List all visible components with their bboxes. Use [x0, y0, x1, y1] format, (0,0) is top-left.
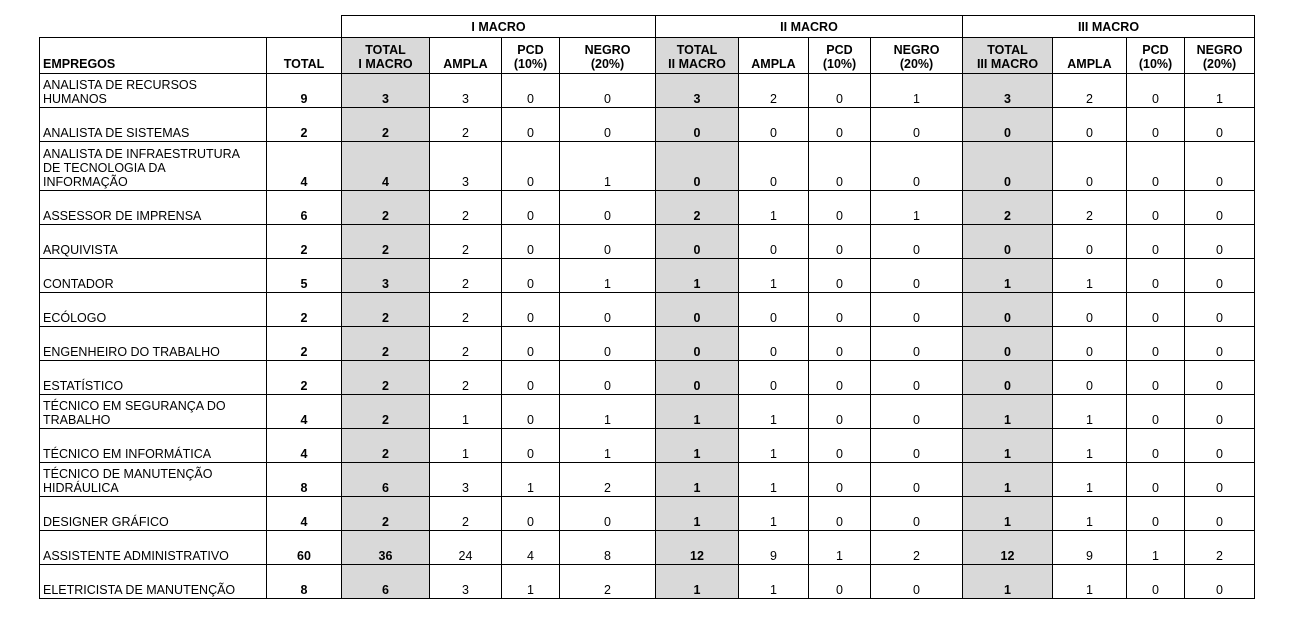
table-row — [40, 191, 1255, 225]
cell-pcd-i-macro: 0 — [502, 395, 560, 429]
cell-pcd-ii-macro: 0 — [809, 395, 871, 429]
cell-negro-ii-macro: 0 — [871, 429, 963, 463]
cell-negro-ii-macro: 0 — [871, 361, 963, 395]
cell-ampla-i-macro: 3 — [430, 463, 502, 497]
cell-emprego: ANALISTA DE RECURSOS HUMANOS — [40, 74, 267, 108]
table-body — [40, 74, 1255, 599]
cell-pcd-i-macro: 0 — [502, 429, 560, 463]
cell-total-iii-macro: 0 — [963, 108, 1053, 142]
cell-ampla-iii-macro: 0 — [1053, 361, 1127, 395]
cell-ampla-ii-macro: 1 — [739, 497, 809, 531]
cell-negro-iii-macro: 0 — [1185, 429, 1255, 463]
cell-negro-ii-macro: 2 — [871, 531, 963, 565]
table-row — [40, 225, 1255, 259]
cell-pcd-ii-macro: 0 — [809, 565, 871, 599]
cell-pcd-ii-macro: 0 — [809, 361, 871, 395]
cell-pcd-i-macro: 0 — [502, 259, 560, 293]
cell-negro-iii-macro: 0 — [1185, 191, 1255, 225]
cell-total-i-macro: 2 — [342, 293, 430, 327]
cell-ampla-iii-macro: 1 — [1053, 429, 1127, 463]
cell-ampla-i-macro: 2 — [430, 361, 502, 395]
cell-emprego: ASSISTENTE ADMINISTRATIVO — [40, 531, 267, 565]
header-ampla: AMPLA — [739, 38, 809, 74]
table-row — [40, 293, 1255, 327]
cell-pcd-ii-macro: 0 — [809, 142, 871, 191]
cell-pcd-iii-macro: 0 — [1127, 108, 1185, 142]
cell-negro-ii-macro: 0 — [871, 395, 963, 429]
cell-total: 4 — [267, 142, 342, 191]
cell-ampla-i-macro: 2 — [430, 327, 502, 361]
cell-ampla-ii-macro: 9 — [739, 531, 809, 565]
cell-ampla-iii-macro: 1 — [1053, 497, 1127, 531]
cell-total-iii-macro: 3 — [963, 74, 1053, 108]
header-negro: NEGRO (20%) — [560, 38, 656, 74]
cell-negro-i-macro: 1 — [560, 395, 656, 429]
cell-negro-iii-macro: 2 — [1185, 531, 1255, 565]
cell-ampla-ii-macro: 1 — [739, 191, 809, 225]
cell-ampla-iii-macro: 0 — [1053, 142, 1127, 191]
cell-emprego: CONTADOR — [40, 259, 267, 293]
cell-ampla-i-macro: 2 — [430, 259, 502, 293]
cell-ampla-iii-macro: 2 — [1053, 191, 1127, 225]
cell-total-ii-macro: 0 — [656, 293, 739, 327]
cell-total-i-macro: 6 — [342, 463, 430, 497]
header-negro: NEGRO (20%) — [1185, 38, 1255, 74]
cell-negro-i-macro: 0 — [560, 74, 656, 108]
cell-pcd-i-macro: 0 — [502, 293, 560, 327]
cell-pcd-ii-macro: 0 — [809, 327, 871, 361]
header-pcd: PCD (10%) — [1127, 38, 1185, 74]
cell-negro-iii-macro: 0 — [1185, 225, 1255, 259]
cell-total: 2 — [267, 327, 342, 361]
cell-ampla-iii-macro: 0 — [1053, 225, 1127, 259]
cell-pcd-iii-macro: 0 — [1127, 74, 1185, 108]
header-total: TOTAL — [267, 38, 342, 74]
cell-total-iii-macro: 1 — [963, 429, 1053, 463]
cell-emprego: DESIGNER GRÁFICO — [40, 497, 267, 531]
cell-pcd-iii-macro: 0 — [1127, 293, 1185, 327]
table-row — [40, 259, 1255, 293]
cell-pcd-ii-macro: 0 — [809, 293, 871, 327]
cell-total: 2 — [267, 108, 342, 142]
cell-total-iii-macro: 0 — [963, 327, 1053, 361]
cell-ampla-i-macro: 2 — [430, 293, 502, 327]
cell-total-iii-macro: 1 — [963, 565, 1053, 599]
header-total-ii-macro: TOTAL II MACRO — [656, 38, 739, 74]
cell-ampla-ii-macro: 0 — [739, 361, 809, 395]
cell-emprego: ECÓLOGO — [40, 293, 267, 327]
cell-ampla-ii-macro: 0 — [739, 327, 809, 361]
cell-total-i-macro: 2 — [342, 361, 430, 395]
cell-ampla-ii-macro: 1 — [739, 429, 809, 463]
cell-total-i-macro: 2 — [342, 395, 430, 429]
cell-negro-ii-macro: 0 — [871, 259, 963, 293]
cell-ampla-iii-macro: 1 — [1053, 565, 1127, 599]
cell-ampla-iii-macro: 1 — [1053, 259, 1127, 293]
cell-negro-iii-macro: 0 — [1185, 497, 1255, 531]
cell-total: 2 — [267, 225, 342, 259]
cell-ampla-i-macro: 2 — [430, 191, 502, 225]
cell-ampla-iii-macro: 9 — [1053, 531, 1127, 565]
cell-negro-i-macro: 1 — [560, 142, 656, 191]
cell-total: 4 — [267, 429, 342, 463]
table-row — [40, 565, 1255, 599]
cell-total-i-macro: 36 — [342, 531, 430, 565]
cell-negro-i-macro: 0 — [560, 191, 656, 225]
cell-total: 2 — [267, 293, 342, 327]
cell-total-ii-macro: 12 — [656, 531, 739, 565]
cell-emprego: TÉCNICO EM SEGURANÇA DO TRABALHO — [40, 395, 267, 429]
cell-emprego: ESTATÍSTICO — [40, 361, 267, 395]
cell-negro-ii-macro: 0 — [871, 108, 963, 142]
cell-total-ii-macro: 1 — [656, 259, 739, 293]
cell-pcd-ii-macro: 0 — [809, 497, 871, 531]
cell-negro-i-macro: 0 — [560, 293, 656, 327]
cell-total-iii-macro: 2 — [963, 191, 1053, 225]
header-ampla: AMPLA — [1053, 38, 1127, 74]
cell-total: 8 — [267, 565, 342, 599]
cell-emprego: ARQUIVISTA — [40, 225, 267, 259]
cell-total-iii-macro: 0 — [963, 142, 1053, 191]
cell-ampla-ii-macro: 2 — [739, 74, 809, 108]
cell-total-ii-macro: 1 — [656, 395, 739, 429]
cell-pcd-i-macro: 0 — [502, 361, 560, 395]
cell-total-ii-macro: 2 — [656, 191, 739, 225]
header-pcd: PCD (10%) — [502, 38, 560, 74]
header-total-i-macro: TOTAL I MACRO — [342, 38, 430, 74]
cell-emprego: ENGENHEIRO DO TRABALHO — [40, 327, 267, 361]
cell-pcd-i-macro: 0 — [502, 497, 560, 531]
table-row — [40, 327, 1255, 361]
cell-negro-iii-macro: 0 — [1185, 108, 1255, 142]
group-header-i-macro: I MACRO — [342, 16, 656, 38]
cell-pcd-i-macro: 0 — [502, 108, 560, 142]
cell-pcd-i-macro: 4 — [502, 531, 560, 565]
cell-total-ii-macro: 1 — [656, 463, 739, 497]
cell-ampla-i-macro: 3 — [430, 142, 502, 191]
cell-total-ii-macro: 3 — [656, 74, 739, 108]
vacancy-table — [39, 15, 1255, 599]
cell-ampla-iii-macro: 2 — [1053, 74, 1127, 108]
cell-ampla-ii-macro: 1 — [739, 463, 809, 497]
cell-total: 4 — [267, 497, 342, 531]
cell-pcd-i-macro: 0 — [502, 327, 560, 361]
table-row — [40, 531, 1255, 565]
cell-ampla-i-macro: 1 — [430, 395, 502, 429]
cell-ampla-iii-macro: 0 — [1053, 293, 1127, 327]
cell-negro-iii-macro: 0 — [1185, 293, 1255, 327]
cell-ampla-i-macro: 24 — [430, 531, 502, 565]
cell-ampla-iii-macro: 1 — [1053, 463, 1127, 497]
cell-negro-iii-macro: 1 — [1185, 74, 1255, 108]
table-row — [40, 74, 1255, 108]
cell-pcd-iii-macro: 0 — [1127, 327, 1185, 361]
cell-negro-i-macro: 2 — [560, 463, 656, 497]
cell-total-iii-macro: 12 — [963, 531, 1053, 565]
cell-ampla-ii-macro: 1 — [739, 259, 809, 293]
header-total-iii-macro: TOTAL III MACRO — [963, 38, 1053, 74]
cell-pcd-iii-macro: 0 — [1127, 225, 1185, 259]
cell-ampla-i-macro: 2 — [430, 108, 502, 142]
cell-total: 60 — [267, 531, 342, 565]
header-ampla: AMPLA — [430, 38, 502, 74]
cell-total-iii-macro: 0 — [963, 293, 1053, 327]
cell-pcd-ii-macro: 0 — [809, 225, 871, 259]
cell-total-iii-macro: 1 — [963, 395, 1053, 429]
cell-total-i-macro: 2 — [342, 191, 430, 225]
cell-ampla-ii-macro: 0 — [739, 108, 809, 142]
cell-pcd-i-macro: 0 — [502, 191, 560, 225]
cell-negro-iii-macro: 0 — [1185, 565, 1255, 599]
cell-total-ii-macro: 0 — [656, 142, 739, 191]
cell-total-ii-macro: 0 — [656, 327, 739, 361]
table-row — [40, 429, 1255, 463]
cell-pcd-ii-macro: 0 — [809, 108, 871, 142]
cell-pcd-ii-macro: 0 — [809, 259, 871, 293]
cell-pcd-ii-macro: 0 — [809, 74, 871, 108]
cell-pcd-iii-macro: 1 — [1127, 531, 1185, 565]
cell-negro-iii-macro: 0 — [1185, 327, 1255, 361]
cell-pcd-i-macro: 0 — [502, 74, 560, 108]
cell-negro-i-macro: 2 — [560, 565, 656, 599]
cell-total: 5 — [267, 259, 342, 293]
cell-ampla-i-macro: 2 — [430, 497, 502, 531]
cell-total-iii-macro: 1 — [963, 259, 1053, 293]
cell-emprego: ANALISTA DE INFRAESTRUTURA DE TECNOLOGIA DA INFORMAÇÃO — [40, 142, 267, 191]
cell-ampla-i-macro: 1 — [430, 429, 502, 463]
cell-negro-i-macro: 0 — [560, 361, 656, 395]
table-row — [40, 395, 1255, 429]
cell-negro-ii-macro: 1 — [871, 191, 963, 225]
cell-negro-ii-macro: 0 — [871, 463, 963, 497]
cell-total-i-macro: 3 — [342, 74, 430, 108]
cell-total-i-macro: 2 — [342, 429, 430, 463]
cell-negro-i-macro: 1 — [560, 429, 656, 463]
cell-total-i-macro: 2 — [342, 327, 430, 361]
cell-emprego: ELETRICISTA DE MANUTENÇÃO — [40, 565, 267, 599]
cell-ampla-iii-macro: 0 — [1053, 327, 1127, 361]
cell-total: 9 — [267, 74, 342, 108]
cell-total-i-macro: 3 — [342, 259, 430, 293]
cell-pcd-iii-macro: 0 — [1127, 429, 1185, 463]
cell-total-ii-macro: 1 — [656, 497, 739, 531]
cell-total-i-macro: 2 — [342, 225, 430, 259]
cell-ampla-ii-macro: 1 — [739, 395, 809, 429]
header-pcd: PCD (10%) — [809, 38, 871, 74]
cell-emprego: ANALISTA DE SISTEMAS — [40, 108, 267, 142]
cell-negro-ii-macro: 0 — [871, 225, 963, 259]
cell-emprego: TÉCNICO EM INFORMÁTICA — [40, 429, 267, 463]
cell-pcd-iii-macro: 0 — [1127, 497, 1185, 531]
cell-pcd-iii-macro: 0 — [1127, 259, 1185, 293]
cell-negro-i-macro: 0 — [560, 327, 656, 361]
cell-total-i-macro: 2 — [342, 108, 430, 142]
cell-negro-ii-macro: 0 — [871, 293, 963, 327]
cell-negro-ii-macro: 0 — [871, 497, 963, 531]
cell-total: 4 — [267, 395, 342, 429]
cell-total-iii-macro: 0 — [963, 225, 1053, 259]
cell-total-ii-macro: 0 — [656, 225, 739, 259]
cell-pcd-i-macro: 1 — [502, 463, 560, 497]
cell-pcd-iii-macro: 0 — [1127, 361, 1185, 395]
table-row — [40, 463, 1255, 497]
group-header-iii-macro: III MACRO — [963, 16, 1255, 38]
cell-ampla-ii-macro: 0 — [739, 142, 809, 191]
header-empregos: EMPREGOS — [40, 38, 267, 74]
cell-total-i-macro: 6 — [342, 565, 430, 599]
group-header-row — [40, 16, 1255, 38]
cell-negro-iii-macro: 0 — [1185, 463, 1255, 497]
cell-pcd-iii-macro: 0 — [1127, 395, 1185, 429]
cell-total: 2 — [267, 361, 342, 395]
cell-pcd-iii-macro: 0 — [1127, 191, 1185, 225]
cell-total-ii-macro: 1 — [656, 429, 739, 463]
cell-total-ii-macro: 1 — [656, 565, 739, 599]
cell-total-i-macro: 2 — [342, 497, 430, 531]
cell-ampla-i-macro: 3 — [430, 74, 502, 108]
cell-ampla-ii-macro: 1 — [739, 565, 809, 599]
cell-pcd-iii-macro: 0 — [1127, 142, 1185, 191]
cell-ampla-i-macro: 2 — [430, 225, 502, 259]
cell-total-iii-macro: 1 — [963, 497, 1053, 531]
cell-negro-iii-macro: 0 — [1185, 259, 1255, 293]
cell-pcd-i-macro: 0 — [502, 225, 560, 259]
group-header-ii-macro: II MACRO — [656, 16, 963, 38]
cell-pcd-i-macro: 0 — [502, 142, 560, 191]
table-row — [40, 142, 1255, 191]
cell-negro-i-macro: 0 — [560, 108, 656, 142]
table-row — [40, 497, 1255, 531]
cell-negro-ii-macro: 1 — [871, 74, 963, 108]
cell-negro-i-macro: 0 — [560, 497, 656, 531]
cell-pcd-ii-macro: 0 — [809, 429, 871, 463]
table-row — [40, 108, 1255, 142]
cell-ampla-ii-macro: 0 — [739, 225, 809, 259]
cell-emprego: ASSESSOR DE IMPRENSA — [40, 191, 267, 225]
cell-pcd-ii-macro: 0 — [809, 463, 871, 497]
cell-total-ii-macro: 0 — [656, 108, 739, 142]
cell-ampla-i-macro: 3 — [430, 565, 502, 599]
cell-pcd-iii-macro: 0 — [1127, 565, 1185, 599]
cell-negro-ii-macro: 0 — [871, 142, 963, 191]
cell-pcd-iii-macro: 0 — [1127, 463, 1185, 497]
cell-negro-iii-macro: 0 — [1185, 361, 1255, 395]
cell-negro-iii-macro: 0 — [1185, 142, 1255, 191]
header-negro: NEGRO (20%) — [871, 38, 963, 74]
cell-total-iii-macro: 1 — [963, 463, 1053, 497]
cell-total-iii-macro: 0 — [963, 361, 1053, 395]
cell-ampla-iii-macro: 1 — [1053, 395, 1127, 429]
cell-pcd-ii-macro: 1 — [809, 531, 871, 565]
cell-pcd-ii-macro: 0 — [809, 191, 871, 225]
column-header-row — [40, 38, 1255, 74]
table-row — [40, 361, 1255, 395]
cell-negro-i-macro: 0 — [560, 225, 656, 259]
cell-emprego: TÉCNICO DE MANUTENÇÃO HIDRÁULICA — [40, 463, 267, 497]
cell-pcd-i-macro: 1 — [502, 565, 560, 599]
header-spacer — [40, 16, 342, 38]
cell-negro-iii-macro: 0 — [1185, 395, 1255, 429]
cell-ampla-iii-macro: 0 — [1053, 108, 1127, 142]
cell-total: 6 — [267, 191, 342, 225]
cell-negro-i-macro: 8 — [560, 531, 656, 565]
cell-total-ii-macro: 0 — [656, 361, 739, 395]
cell-negro-i-macro: 1 — [560, 259, 656, 293]
cell-total-i-macro: 4 — [342, 142, 430, 191]
cell-total: 8 — [267, 463, 342, 497]
cell-ampla-ii-macro: 0 — [739, 293, 809, 327]
cell-negro-ii-macro: 0 — [871, 565, 963, 599]
cell-negro-ii-macro: 0 — [871, 327, 963, 361]
